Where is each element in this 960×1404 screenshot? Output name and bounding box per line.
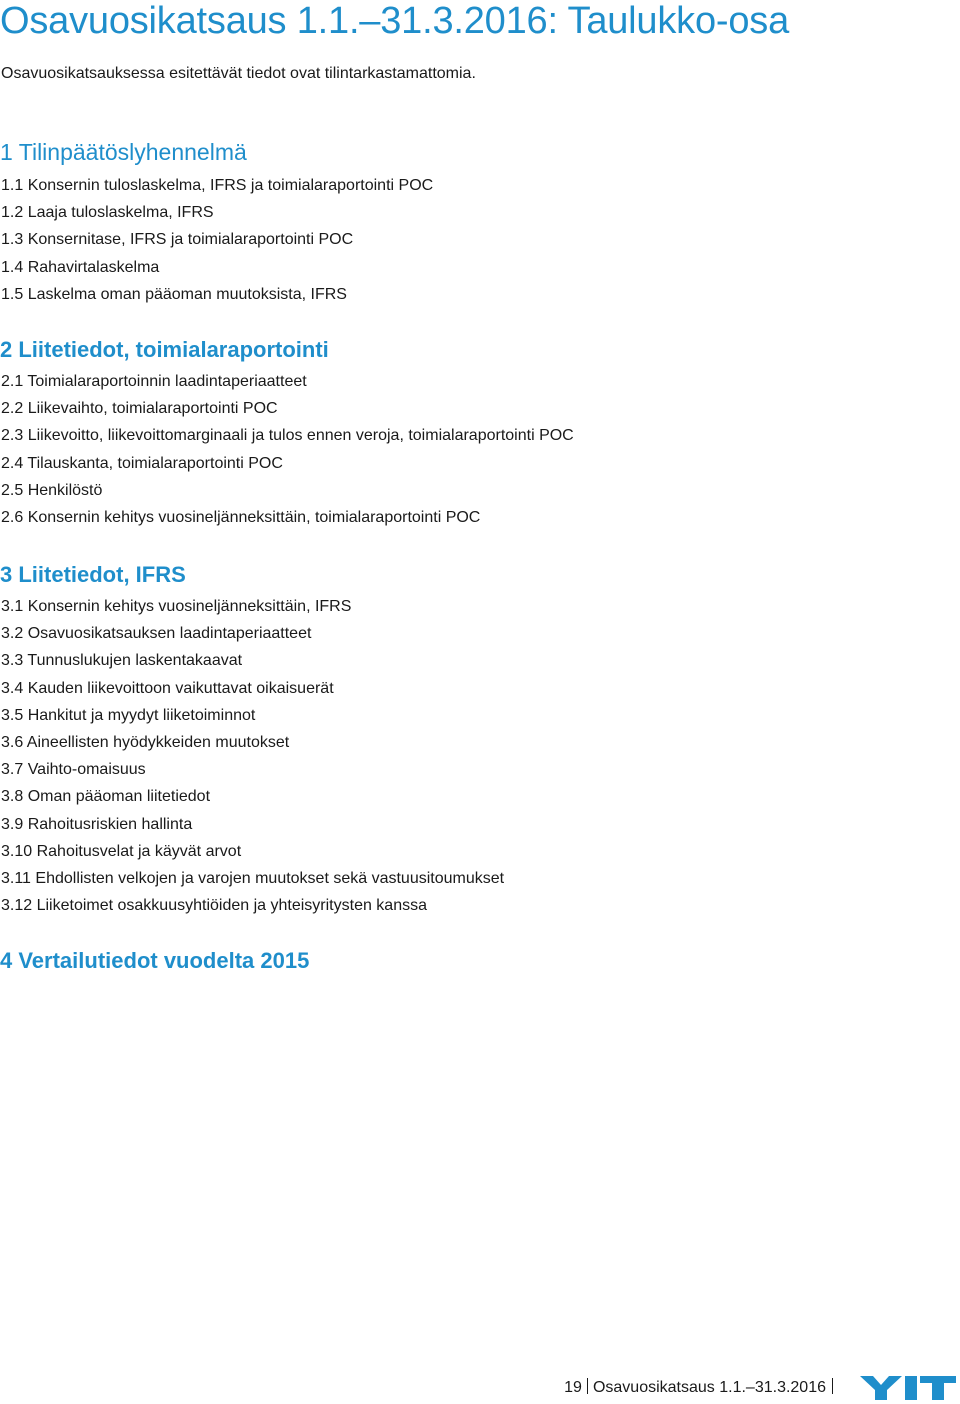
toc-item: 3.12 Liiketoimet osakkuusyhtiöiden ja yhteisyritysten kanssa — [1, 897, 427, 915]
toc-item: 2.1 Toimialaraportoinnin laadintaperiaatteet — [1, 373, 307, 390]
toc-item: 3.7 Vaihto-omaisuus — [1, 761, 146, 779]
footer-text — [564, 1378, 833, 1398]
toc-item: 2.2 Liikevaihto, toimialaraportointi POC — [1, 400, 278, 418]
intro-note: Osavuosikatsauksessa esitettävät tiedot ovat tilintarkastamattomia. — [1, 65, 476, 82]
toc-item: 1.4 Rahavirtalaskelma — [1, 258, 160, 276]
toc-item: 1.3 Konsernitase, IFRS ja toimialaraportointi POC — [1, 231, 354, 249]
divider — [587, 1378, 588, 1394]
toc-item: 2.6 Konsernin kehitys vuosineljänneksittäin, toimialaraportointi POC — [1, 509, 481, 527]
footer-report-name: Osavuosikatsaus 1.1.–31.3.2016 — [592, 1379, 826, 1396]
toc-item: 3.5 Hankitut ja myydyt liiketoiminnot — [1, 706, 256, 724]
section-3 — [0, 561, 900, 919]
section-heading: 1 Tilinpäätöslyhennelmä — [0, 139, 247, 165]
toc-item: 1.1 Konsernin tuloslaskelma, IFRS ja toimialaraportointi POC — [1, 177, 434, 194]
section-heading: 3 Liitetiedot, IFRS — [0, 562, 186, 587]
section-1 — [0, 138, 900, 308]
toc-item: 3.3 Tunnuslukujen laskentakaavat — [1, 652, 243, 670]
page-number: 19 — [564, 1379, 582, 1396]
section-2 — [0, 336, 900, 531]
section-item-list — [0, 368, 900, 531]
page-footer — [540, 1370, 960, 1404]
toc-item: 3.2 Osavuosikatsauksen laadintaperiaatteet — [1, 625, 312, 643]
toc-item: 3.8 Oman pääoman liitetiedot — [1, 788, 211, 806]
toc-item: 3.10 Rahoitusvelat ja käyvät arvot — [1, 842, 242, 860]
section-4 — [0, 947, 900, 975]
toc-item: 3.11 Ehdollisten velkojen ja varojen muutokset sekä vastuusitoumukset — [1, 870, 505, 888]
divider — [832, 1378, 833, 1394]
section-item-list — [0, 172, 900, 308]
yit-logo-icon — [860, 1376, 956, 1400]
toc-item: 1.2 Laaja tuloslaskelma, IFRS — [1, 204, 214, 222]
page-title: Osavuosikatsaus 1.1.–31.3.2016: Taulukko-osa — [0, 0, 790, 42]
toc-item: 1.5 Laskelma oman pääoman muutoksista, IFRS — [1, 285, 347, 303]
toc-item: 2.3 Liikevoitto, liikevoittomarginaali ja tulos ennen veroja, toimialaraportointi POC — [1, 427, 574, 445]
toc-item: 3.9 Rahoitusriskien hallinta — [1, 815, 193, 833]
section-heading: 4 Vertailutiedot vuodelta 2015 — [0, 948, 310, 973]
section-item-list — [0, 593, 900, 919]
toc-item: 2.5 Henkilöstö — [1, 481, 103, 499]
toc-item: 3.4 Kauden liikevoittoon vaikuttavat oikaisuerät — [1, 679, 334, 697]
section-heading: 2 Liitetiedot, toimialaraportointi — [0, 337, 329, 362]
toc-item: 3.1 Konsernin kehitys vuosineljänneksittäin, IFRS — [1, 598, 352, 615]
toc-item: 3.6 Aineellisten hyödykkeiden muutokset — [1, 734, 290, 752]
toc-item: 2.4 Tilauskanta, toimialaraportointi POC — [1, 454, 283, 472]
